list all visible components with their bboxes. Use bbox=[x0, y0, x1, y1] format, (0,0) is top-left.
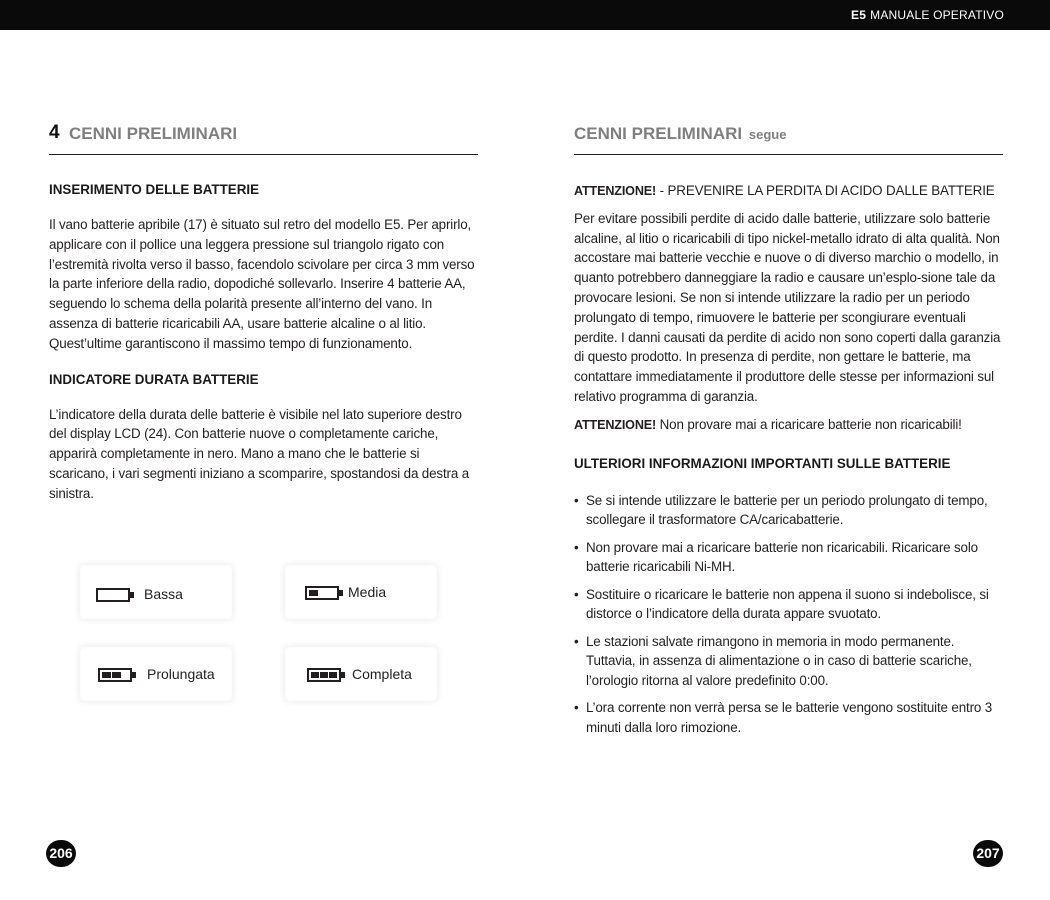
battery-level-full bbox=[285, 647, 437, 701]
warning-acid-title: - PREVENIRE LA PERDITA DI ACIDO DALLE BATTERIE bbox=[656, 183, 995, 198]
page-number-left: 206 bbox=[46, 840, 76, 867]
bullet-text: Sostituire o ricaricare le batterie non appena il suono si indebolisce, si distorce o l’indicatore della durata appare svuotato. bbox=[586, 586, 989, 622]
header-bar bbox=[0, 0, 1050, 30]
battery-label-extended: Prolungata bbox=[147, 666, 215, 682]
warning-label: ATTENZIONE! bbox=[574, 184, 657, 198]
bullet-text: Se si intende utilizzare le batterie per un periodo prolungato di tempo, scollegare il trasformatore CA/caricabatterie. bbox=[586, 492, 988, 528]
list-item bbox=[574, 491, 1003, 530]
bullet-marker: • bbox=[574, 700, 579, 716]
bullet-marker: • bbox=[574, 539, 579, 555]
right-section-suffix: segue bbox=[748, 127, 787, 142]
paragraph-acid-leak: Per evitare possibili perdite di acido dalle batterie, utilizzare solo batterie alcaline, al litio o ricaricabili di tipo nickel-metallo idrato di alta qualità. Non accostare mai batterie vecchie e nuove o di diverso marchio o modello, in quanto potrebbero danneggiare la radio e causare un’esplo-sione tale da provocare lesioni. Se non si intende utilizzare la radio per un periodo prolungato di tempo, rimuovere le batterie per scongiurare eventuali perdite. I danni causati da perdite di acido non sono coperti dalla garanzia di questo prodotto. In presenza di perdite, non gettare le batterie, ma contattare immediatamente il produttore delle stesse per informazioni sul relativo programma di garanzia. bbox=[574, 210, 1001, 404]
warning-label: ATTENZIONE! bbox=[574, 417, 657, 432]
bullet-text: Non provare mai a ricaricare batterie non ricaricabili. Ricaricare solo batterie ricaricabili Ni-MH. bbox=[586, 539, 978, 575]
battery-label-low: Bassa bbox=[144, 586, 183, 602]
bullet-marker: • bbox=[574, 492, 579, 508]
bullet-text: L’ora corrente non verrà persa se le batterie vengono sostituite entro 3 minuti dalla loro rimozione. bbox=[586, 700, 993, 735]
battery-full-icon bbox=[307, 667, 347, 683]
bullet-marker: • bbox=[574, 633, 579, 649]
left-column bbox=[49, 118, 478, 504]
heading-battery-indicator: INDICATORE DURATA BATTERIE bbox=[49, 371, 259, 387]
left-section-header bbox=[49, 118, 478, 155]
battery-one-segment-icon bbox=[305, 585, 345, 601]
battery-level-low bbox=[80, 565, 232, 619]
warning-recharge-text: Non provare mai a ricaricare batterie non ricaricabili! bbox=[656, 416, 962, 432]
list-item bbox=[574, 632, 1003, 691]
paragraph-battery-indicator: L’indicatore della durata delle batterie è visibile nel lato superiore destro del display LCD (24). Con batterie nuove o completamente cariche, apparirà completamente in nero. Mano a mano che le batterie si scaricano, i vari segmenti iniziano a scomparire, spostandosi da destra a sinistra. bbox=[49, 406, 469, 501]
heading-battery-insertion: INSERIMENTO DELLE BATTERIE bbox=[49, 182, 260, 197]
bullet-marker: • bbox=[574, 586, 579, 602]
page-number-right: 207 bbox=[973, 840, 1003, 867]
battery-label-medium: Media bbox=[348, 584, 387, 600]
section-number: 4 bbox=[49, 122, 60, 143]
header-model: E5 bbox=[851, 8, 867, 22]
left-section-title: CENNI PRELIMINARI bbox=[69, 124, 238, 143]
right-section-title-text: CENNI PRELIMINARI bbox=[574, 124, 743, 143]
battery-label-full: Completa bbox=[352, 666, 412, 682]
right-section-header bbox=[574, 118, 1003, 155]
header-text bbox=[851, 8, 1004, 22]
battery-level-medium bbox=[285, 565, 437, 619]
battery-info-list bbox=[574, 491, 1003, 738]
battery-two-segment-icon bbox=[98, 667, 138, 683]
header-title: MANUALE OPERATIVO bbox=[870, 8, 1004, 22]
list-item bbox=[574, 585, 1003, 624]
right-column bbox=[574, 118, 1003, 745]
warning-acid-heading bbox=[574, 181, 1003, 202]
right-section-title bbox=[574, 124, 786, 144]
battery-level-extended bbox=[80, 647, 232, 701]
paragraph-battery-insertion: Il vano batterie apribile (17) è situato sul retro del modello E5. Per aprirlo, applicare con il pollice una leggera pressione sul triangolo rigato con l’estremità rivolta verso il basso, facendolo scivolare per circa 3 mm verso la parte inferiore della radio, dopodiché sollevarlo. Inserire 4 batterie AA, seguendo lo schema della polarità presente all’interno del vano. In assenza di batterie ricaricabili AA, usare batterie alcaline o al litio. Quest’ultime garantiscono il massimo tempo di funzionamento. bbox=[49, 217, 475, 351]
list-item bbox=[574, 538, 1003, 577]
battery-empty-icon bbox=[96, 587, 136, 603]
heading-battery-info: ULTERIORI INFORMAZIONI IMPORTANTI SULLE BATTERIE bbox=[574, 455, 951, 471]
list-item bbox=[574, 698, 1003, 737]
warning-recharge bbox=[574, 415, 1003, 436]
bullet-text: Le stazioni salvate rimangono in memoria in modo permanente. Tuttavia, in assenza di alimentazione o in caso di batterie scariche, l’orologio ritorna al valore predefinito 0:00. bbox=[586, 633, 972, 688]
